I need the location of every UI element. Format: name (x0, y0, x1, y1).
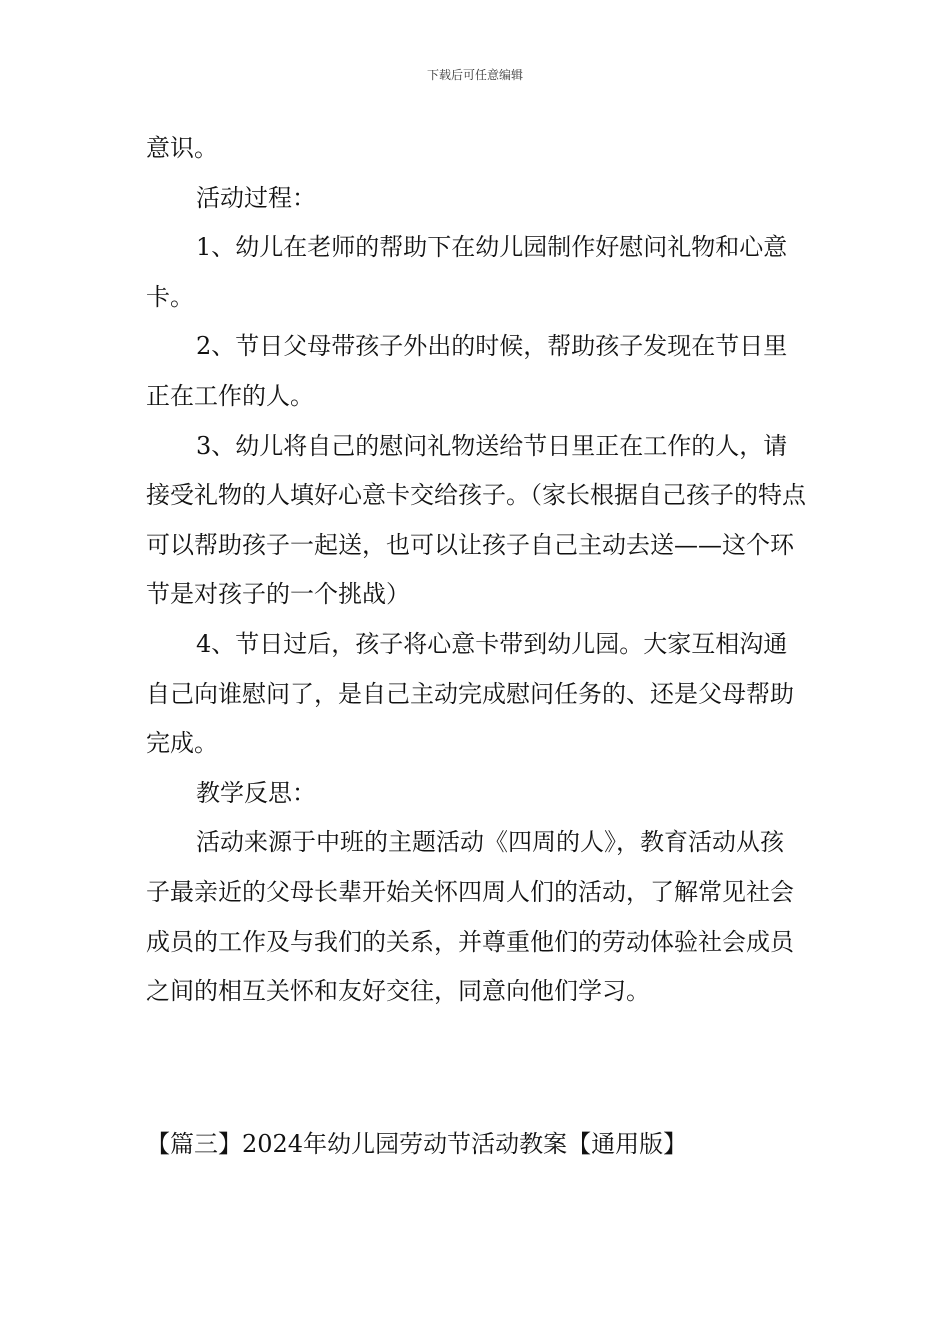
step-4-paragraph: 4、节日过后，孩子将心意卡带到幼儿园。大家互相沟通自己向谁慰问了，是自己主动完成慰问任务的、还是父母帮助完成。 (146, 629, 794, 758)
step-1-paragraph: 1、幼儿在老师的帮助下在幼儿园制作好慰问礼物和心意卡。 (146, 233, 788, 311)
heading-activity-process: 活动过程： (196, 183, 316, 212)
reflection-paragraph: 活动来源于中班的主题活动《四周的人》，教育活动从孩子最亲近的父母长辈开始关怀四周人们的活动，了解常见社会成员的工作及与我们的关系，并尊重他们的劳动体验社会成员之间的相互关怀和友好交往，同意向他们学习。 (146, 828, 794, 1006)
step-2-paragraph: 2、节日父母带孩子外出的时候，帮助孩子发现在节日里正在工作的人。 (146, 332, 788, 410)
paragraph-continuation: 意识。 (146, 134, 218, 162)
heading-teaching-reflection: 教学反思： (196, 778, 316, 807)
step-3-paragraph: 3、幼儿将自己的慰问礼物送给节日里正在工作的人，请接受礼物的人填好心意卡交给孩子。（家长根据自己孩子的特点可以帮助孩子一起送，也可以让孩子自己主动去送——这个环节是对孩子的一个挑战） (146, 431, 806, 609)
page-header: 下载后可任意编辑 (426, 68, 523, 82)
document-body (146, 124, 806, 1017)
section-heading: 【篇三】2024年幼儿园劳动节活动教案【通用版】 (146, 1130, 688, 1158)
